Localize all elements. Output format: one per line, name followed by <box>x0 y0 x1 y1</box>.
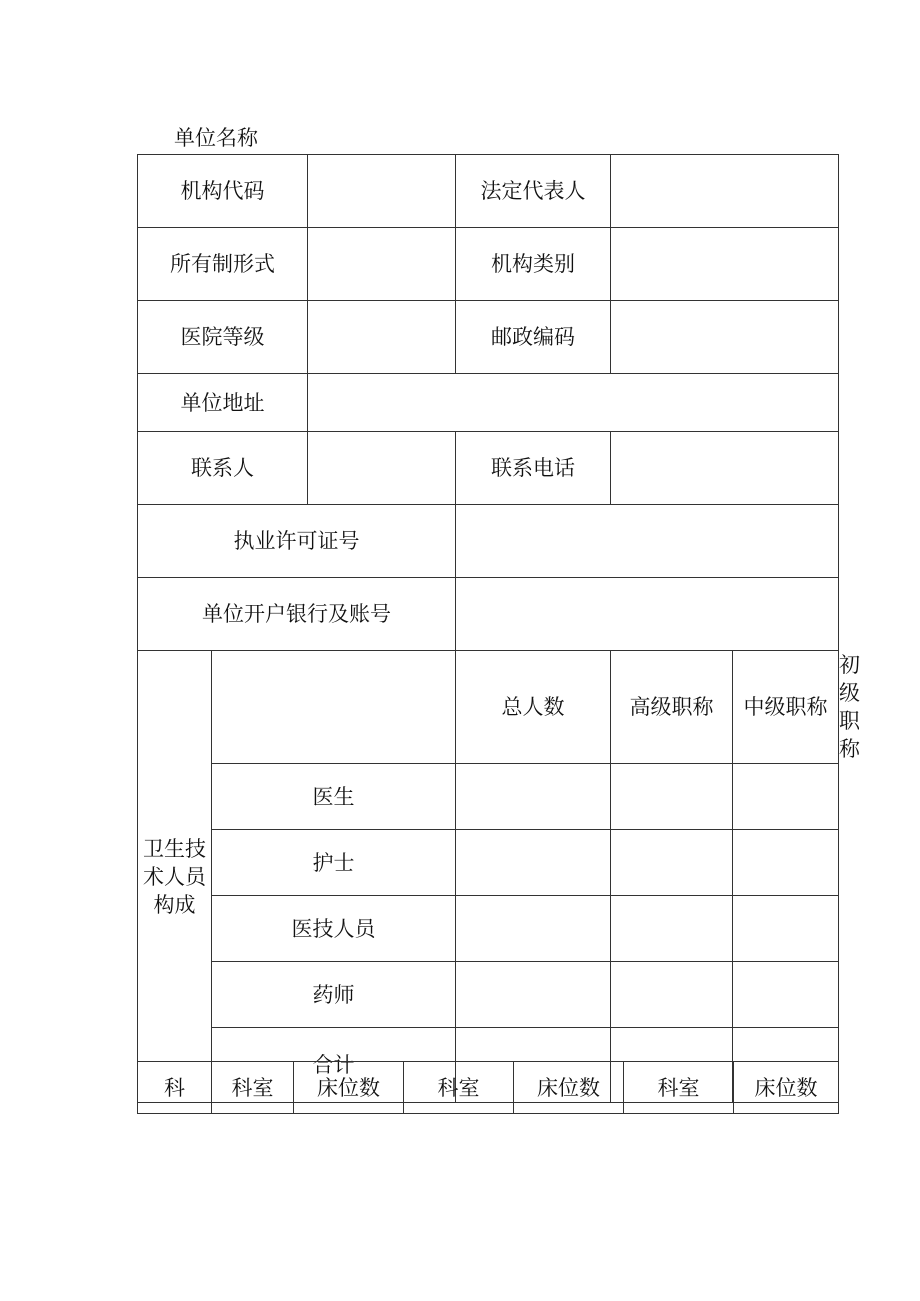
staff-composition-line-3: 构成 <box>153 892 196 917</box>
technician-senior-cell[interactable] <box>611 896 733 962</box>
unit-name-label: 单位名称 <box>174 126 258 150</box>
beds-table <box>137 1061 839 1114</box>
form-row-ownership <box>138 228 839 301</box>
postal-code-field[interactable] <box>611 301 839 374</box>
practice-license-field[interactable] <box>456 505 839 578</box>
beds-col-beds-1: 床位数 <box>294 1062 404 1114</box>
staff-header-blank <box>212 651 456 764</box>
nurse-total-cell[interactable] <box>456 830 611 896</box>
staff-header-row: 卫生技 术人员 构成 总人数 高级职称 中级职称 初级职称 <box>138 651 839 764</box>
pharmacist-intermediate-cell[interactable] <box>733 962 839 1028</box>
institution-code-field[interactable] <box>308 155 456 228</box>
hospital-level-field[interactable] <box>308 301 456 374</box>
nurse-intermediate-cell[interactable] <box>733 830 839 896</box>
row-label-nurse: 护士 <box>212 830 456 896</box>
beds-col-ke: 科 <box>138 1062 212 1114</box>
staff-row-doctor <box>138 764 839 830</box>
hospital-level-label: 医院等级 <box>138 301 308 374</box>
nurse-senior-cell[interactable] <box>611 830 733 896</box>
form-row-institution-code <box>138 155 839 228</box>
beds-col-beds-2: 床位数 <box>514 1062 624 1114</box>
contact-person-label: 联系人 <box>138 432 308 505</box>
form-row-address <box>138 374 839 432</box>
col-header-total: 总人数 <box>456 651 611 764</box>
doctor-total-cell[interactable] <box>456 764 611 830</box>
col-header-intermediate: 中级职称 <box>733 651 839 764</box>
staff-composition-line-1: 卫生技 <box>143 836 206 861</box>
legal-representative-label: 法定代表人 <box>456 155 611 228</box>
postal-code-label: 邮政编码 <box>456 301 611 374</box>
bank-account-field[interactable] <box>456 578 839 651</box>
ownership-form-label: 所有制形式 <box>138 228 308 301</box>
bank-account-label: 单位开户银行及账号 <box>138 578 456 651</box>
form-row-license <box>138 505 839 578</box>
institution-code-label: 机构代码 <box>138 155 308 228</box>
technician-total-cell[interactable] <box>456 896 611 962</box>
doctor-senior-cell[interactable] <box>611 764 733 830</box>
technician-intermediate-cell[interactable] <box>733 896 839 962</box>
beds-header-row <box>138 1062 839 1114</box>
contact-person-field[interactable] <box>308 432 456 505</box>
staff-row-technician <box>138 896 839 962</box>
ownership-form-field[interactable] <box>308 228 456 301</box>
row-label-doctor: 医生 <box>212 764 456 830</box>
beds-col-dept-1: 科室 <box>212 1062 294 1114</box>
contact-phone-label: 联系电话 <box>456 432 611 505</box>
pharmacist-senior-cell[interactable] <box>611 962 733 1028</box>
staff-row-pharmacist <box>138 962 839 1028</box>
institution-category-field[interactable] <box>611 228 839 301</box>
row-label-technician: 医技人员 <box>212 896 456 962</box>
doctor-intermediate-cell[interactable] <box>733 764 839 830</box>
staff-row-nurse <box>138 830 839 896</box>
beds-col-beds-3: 床位数 <box>734 1062 839 1114</box>
registration-form-table <box>137 154 860 1103</box>
practice-license-label: 执业许可证号 <box>138 505 456 578</box>
col-header-senior: 高级职称 <box>611 651 733 764</box>
row-label-total: 合计 <box>212 1028 456 1103</box>
form-row-bank <box>138 578 839 651</box>
form-row-contact <box>138 432 839 505</box>
institution-category-label: 机构类别 <box>456 228 611 301</box>
pharmacist-total-cell[interactable] <box>456 962 611 1028</box>
beds-col-dept-3: 科室 <box>624 1062 734 1114</box>
legal-representative-field[interactable] <box>611 155 839 228</box>
staff-composition-label <box>138 651 212 1103</box>
beds-col-dept-2: 科室 <box>404 1062 514 1114</box>
contact-phone-field[interactable] <box>611 432 839 505</box>
form-row-hospital-level <box>138 301 839 374</box>
staff-composition-line-2: 术人员 <box>143 864 206 889</box>
unit-address-label: 单位地址 <box>138 374 308 432</box>
row-label-pharmacist: 药师 <box>212 962 456 1028</box>
unit-address-field[interactable] <box>308 374 839 432</box>
